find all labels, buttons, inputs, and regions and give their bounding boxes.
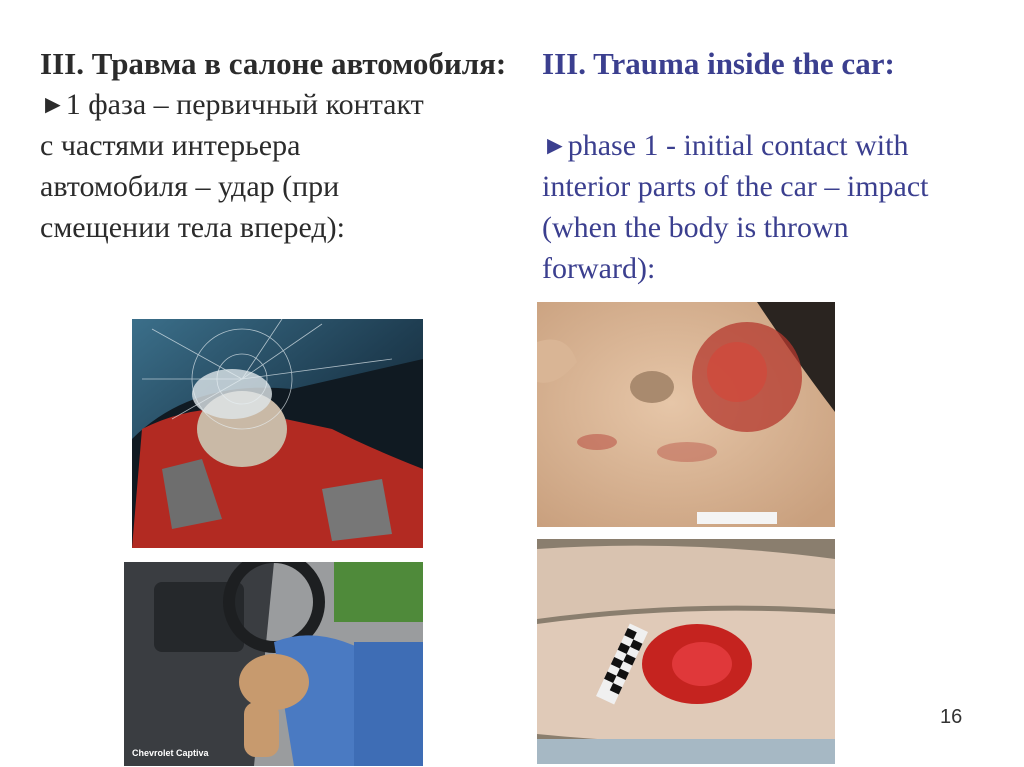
bullet-arrow-icon: ► (40, 90, 66, 119)
leg-wound-photo (537, 539, 835, 764)
photo-caption: Chevrolet Captiva (132, 748, 209, 758)
face-injury-photo (537, 302, 835, 527)
bullet-arrow-icon: ► (542, 131, 568, 160)
car-interior-dummy-photo (124, 562, 423, 766)
russian-bullet-text (40, 84, 510, 248)
page-number: 16 (940, 706, 963, 728)
english-column (542, 44, 1012, 289)
crash-dummy-windshield-photo (132, 319, 423, 548)
russian-body: 1 фаза – первичный контакт с частями интерьера автомобиля – удар (при смещении тела вперед): (40, 88, 424, 244)
russian-column (40, 44, 510, 248)
russian-heading: III. Травма в салоне автомобиля: (40, 46, 507, 81)
english-bullet-text (542, 125, 1012, 289)
english-heading: III. Trauma inside the car: (542, 46, 895, 81)
english-body: phase 1 - initial contact with interior parts of the car – impact (when the body is thrown forward): (542, 129, 929, 285)
